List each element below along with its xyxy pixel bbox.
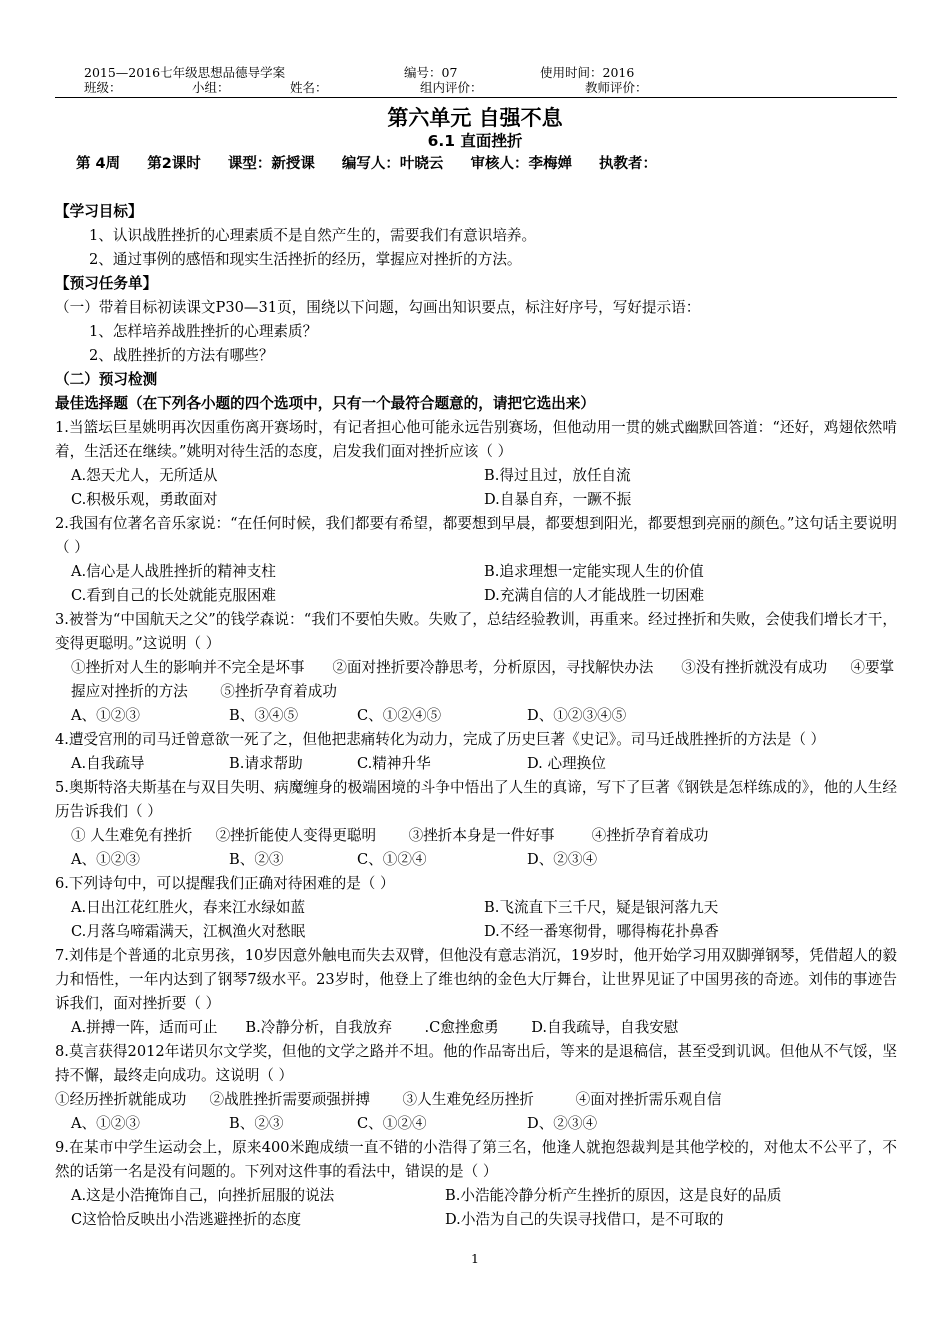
q4-option-d[interactable]: D. 心理换位 — [527, 755, 606, 772]
q2-options-row2 — [55, 584, 897, 608]
q3-options — [55, 704, 897, 728]
question-1: 1.当篮坛巨星姚明再次因重伤离开赛场时，有记者担心他可能永远告别赛场，但他动用一贯的姚式幽默回答道：“还好，鸡翅依然啃着，生活还在继续。”姚明对待生活的态度，启发我们面对挫折应该（ ） — [55, 419, 897, 460]
question-2: 2.我国有位著名音乐家说：“在任何时候，我们都要有希望，都要想到早晨，都要想到阳光，都要想到亮丽的颜色。”这句话主要说明（ ） — [55, 515, 897, 556]
question-instruction: 最佳选择题（在下列各小题的四个选项中，只有一个最符合题意的，请把它选出来） — [55, 395, 595, 412]
q2-option-d[interactable]: D.充满自信的人才能战胜一切困难 — [484, 587, 705, 604]
q5-options — [55, 848, 897, 872]
question-8: 8.莫言获得2012年诺贝尔文学奖，但他的文学之路并不坦。他的作品寄出后，等来的是退稿信，甚至受到讥讽。但他从不气馁，坚持不懈，最终走向成功。这说明（ ） — [55, 1043, 897, 1084]
q1-options-row2 — [55, 488, 897, 512]
preview-heading: 【预习任务单】 — [55, 275, 158, 292]
meta-teacher: 执教者： — [599, 156, 658, 172]
q6-option-b[interactable]: B.飞流直下三千尺，疑是银河落九天 — [484, 899, 719, 916]
goals-heading: 【学习目标】 — [55, 203, 143, 220]
q8-option-a[interactable]: A、①②③ — [71, 1115, 140, 1132]
question-9: 9.在某市中学生运动会上，原来400米跑成绩一直不错的小浩得了第三名，他逢人就抱怨裁判是其他学校的，对他太不公平了，不然的话第一名是没有问题的。下列对这件事的看法中，错误的是（ ） — [55, 1139, 897, 1180]
meta-type: 课型：新授课 — [227, 156, 315, 172]
header-group-evaluation: 组内评价： — [420, 80, 483, 95]
q6-option-d[interactable]: D.不经一番寒彻骨，哪得梅花扑鼻香 — [484, 923, 719, 940]
q8-options — [55, 1112, 897, 1136]
q2-option-a[interactable]: A.信心是人战胜挫折的精神支柱 — [71, 563, 276, 580]
q8-statements: ①经历挫折就能成功 ②战胜挫折需要顽强拼搏 ③人生难免经历挫折 ④面对挫折需乐观自信 — [55, 1091, 722, 1108]
q5-option-a[interactable]: A、①②③ — [71, 851, 140, 868]
q6-option-a[interactable]: A.日出江花红胜火，春来江水绿如蓝 — [71, 899, 306, 916]
q9-option-b[interactable]: B.小浩能冷静分析产生挫折的原因，这是良好的品质 — [445, 1187, 782, 1204]
q3-statements: ①挫折对人生的影响并不完全是坏事 ②面对挫折要冷静思考，分析原因，寻找解快办法 ③没有挫折就没有成功 ④要掌握应对挫折的方法 ⑤挫折孕育着成功 — [71, 659, 895, 700]
header-use-time: 使用时间：2016 — [540, 65, 635, 80]
header-course: 2015—2016七年级思想品德导学案 — [84, 65, 286, 80]
meta-week: 第 4周 — [76, 156, 121, 172]
q9-option-d[interactable]: D.小浩为自己的失误寻找借口，是不可取的 — [445, 1211, 724, 1228]
q2-options-row1 — [55, 560, 897, 584]
q5-option-c[interactable]: C、①②④ — [357, 851, 427, 868]
q3-option-a[interactable]: A、①②③ — [71, 707, 140, 724]
q9-option-c[interactable]: C这恰恰反映出小浩逃避挫折的态度 — [71, 1211, 302, 1228]
preview-part2: （二）预习检测 — [55, 371, 158, 388]
header-teacher-evaluation: 教师评价： — [585, 80, 648, 95]
q2-option-b[interactable]: B.追求理想一定能实现人生的价值 — [484, 563, 704, 580]
q5-option-b[interactable]: B、②③ — [229, 851, 284, 868]
q1-options-row1 — [55, 464, 897, 488]
q4-options — [55, 752, 897, 776]
q4-option-b[interactable]: B.请求帮助 — [229, 755, 303, 772]
q9-options-row1 — [55, 1184, 897, 1208]
q2-option-c[interactable]: C.看到自己的长处就能克服困难 — [71, 587, 277, 604]
q6-options-row2 — [55, 920, 897, 944]
question-7: 7.刘伟是个普通的北京男孩，10岁因意外触电而失去双臂，但他没有意志消沉，19岁时，他开始学习用双脚弹钢琴，凭借超人的毅力和悟性，一年内达到了钢琴7级水平。23岁时，他登上了维也纳的金色大厅舞台，让世界见证了中国男孩的奇迹。刘伟的事迹告诉我们，面对挫折要（ ） — [55, 947, 897, 1012]
q3-option-c[interactable]: C、①②④⑤ — [357, 707, 442, 724]
q5-statements: ① 人生难免有挫折 ②挫折能使人变得更聪明 ③挫折本身是一件好事 ④挫折孕育着成功 — [71, 827, 709, 844]
question-5: 5.奥斯特洛夫斯基在与双目失明、病魔缠身的极端困境的斗争中悟出了人生的真谛，写下了巨著《钢铁是怎样练成的》，他的人生经历告诉我们（ ） — [55, 779, 897, 820]
q3-option-b[interactable]: B、③④⑤ — [229, 707, 299, 724]
q1-option-c[interactable]: C.积极乐观，勇敢面对 — [71, 491, 218, 508]
goal-item: 1、认识战胜挫折的心理素质不是自然产生的，需要我们有意识培养。 — [89, 227, 537, 244]
meta-reviewer: 审核人：李梅婵 — [470, 156, 572, 172]
q1-option-a[interactable]: A.怨天尤人，无所适从 — [71, 467, 218, 484]
header-serial-number: 编号：07 — [404, 65, 458, 80]
header-divider — [55, 97, 897, 98]
q8-option-c[interactable]: C、①②④ — [357, 1115, 427, 1132]
q8-option-b[interactable]: B、②③ — [229, 1115, 284, 1132]
lesson-meta — [76, 152, 679, 173]
question-3: 3.被誉为“中国航天之父”的钱学森说：“我们不要怕失败。失败了，总结经验教训，再重来。经过挫折和失败，会使我们增长才干，变得更聪明。”这说明（ ） — [55, 611, 897, 652]
q6-options-row1 — [55, 896, 897, 920]
q5-option-d[interactable]: D、②③④ — [527, 851, 598, 868]
page-number: 1 — [471, 1251, 479, 1266]
question-4: 4.遭受宫刑的司马迁曾意欲一死了之，但他把悲痛转化为动力，完成了历史巨著《史记》。司马迁战胜挫折的方法是（ ） — [55, 731, 826, 748]
q4-option-a[interactable]: A.自我疏导 — [71, 755, 145, 772]
preview-part1: （一）带着目标初读课文P30—31页，围绕以下问题，勾画出知识要点，标注好序号，写好提示语： — [55, 299, 701, 316]
preview-question: 1、怎样培养战胜挫折的心理素质？ — [89, 323, 318, 340]
header-name: 姓名： — [290, 80, 328, 95]
main-content — [55, 200, 897, 1232]
q9-option-a[interactable]: A.这是小浩掩饰自己，向挫折屈服的说法 — [71, 1187, 335, 1204]
lesson-title-text: 6.1 直面挫折 — [427, 132, 523, 150]
q1-option-b[interactable]: B.得过且过，放任自流 — [484, 467, 631, 484]
q4-option-c[interactable]: C.精神升华 — [357, 755, 431, 772]
header-class: 班级： — [84, 80, 122, 95]
q7-options[interactable]: A.拼搏一阵，适而可止 B.冷静分析，自我放弃 .C愈挫愈勇 D.自我疏导，自我安慰 — [71, 1019, 679, 1036]
unit-title: 第六单元 自强不息 — [387, 106, 563, 130]
q8-option-d[interactable]: D、②③④ — [527, 1115, 598, 1132]
meta-period: 第2课时 — [147, 156, 201, 172]
header-group: 小组： — [192, 80, 230, 95]
q3-option-d[interactable]: D、①②③④⑤ — [527, 707, 627, 724]
goal-item: 2、通过事例的感悟和现实生活挫折的经历，掌握应对挫折的方法。 — [89, 251, 522, 268]
question-6: 6.下列诗句中，可以提醒我们正确对待困难的是（ ） — [55, 875, 395, 892]
q1-option-d[interactable]: D.自暴自弃，一蹶不振 — [484, 491, 632, 508]
lesson-title — [0, 129, 950, 151]
meta-writer: 编写人：叶晓云 — [341, 156, 444, 172]
preview-question: 2、战胜挫折的方法有哪些？ — [89, 347, 274, 364]
q6-option-c[interactable]: C.月落乌啼霜满天，江枫渔火对愁眠 — [71, 923, 306, 940]
q9-options-row2 — [55, 1208, 897, 1232]
